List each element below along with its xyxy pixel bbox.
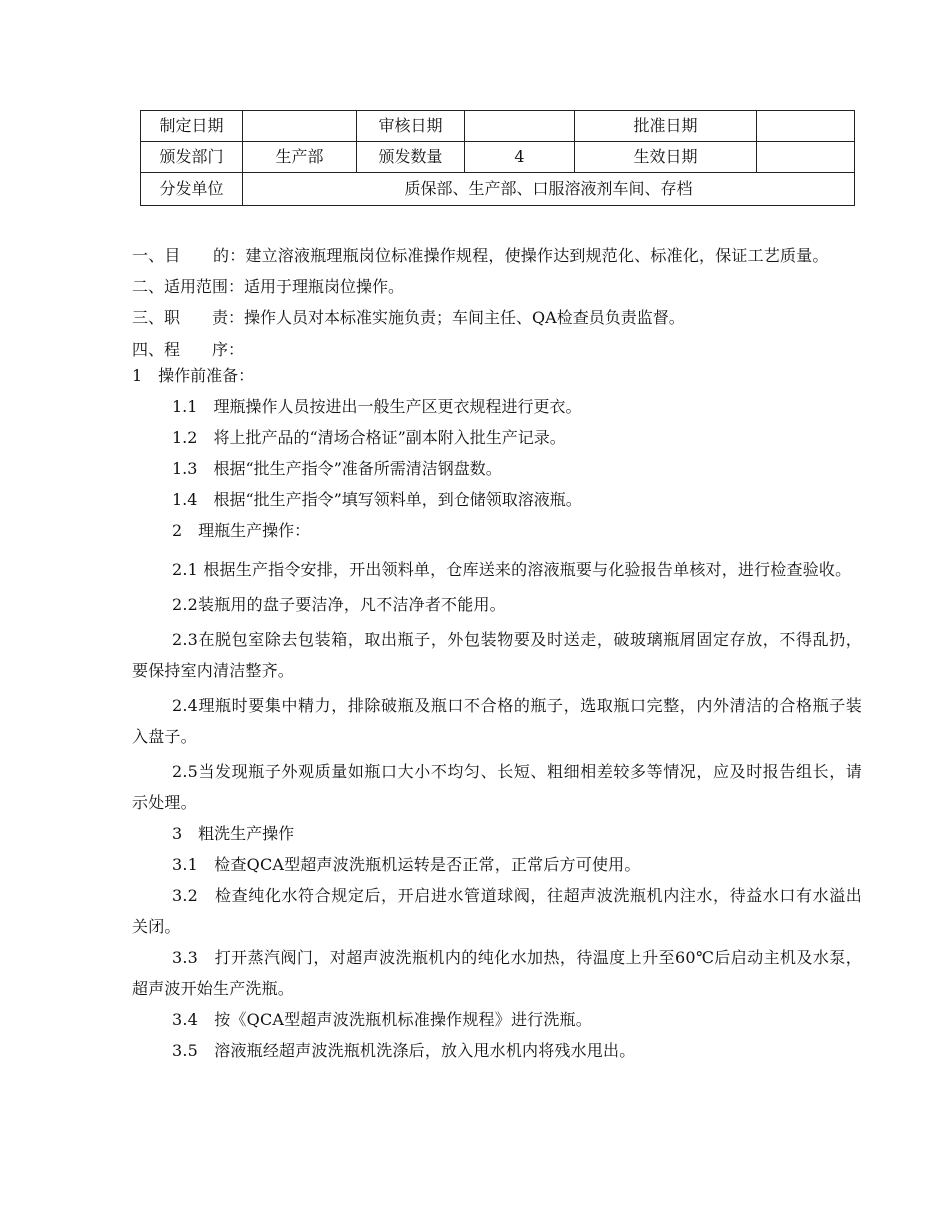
- value-approval-date: [757, 111, 855, 142]
- label-review-date: 审核日期: [357, 111, 465, 142]
- section-purpose-label: 一、目 的：: [132, 246, 246, 265]
- procedure-2-5: 2.5当发现瓶子外观质量如瓶口大小不均匀、长短、粗细相差较多等情况，应及时报告组长，请示处理。: [132, 762, 862, 812]
- section-responsibility-text: 操作人员对本标准实施负责；车间主任、QA检查员负责监督。: [244, 308, 685, 327]
- section-scope: [132, 271, 862, 302]
- procedure-2-title: 2 理瓶生产操作：: [172, 521, 311, 540]
- value-distribution-units: 质保部、生产部、口服溶液剂车间、存档: [243, 173, 855, 206]
- value-drafted-date: [243, 111, 357, 142]
- procedure-3-title: 3 粗洗生产操作: [172, 824, 295, 843]
- procedure-1-title: 1 操作前准备：: [132, 366, 255, 385]
- procedure-2-2: 2.2装瓶用的盘子要洁净，凡不洁净者不能用。: [172, 595, 506, 614]
- procedure-3-1: 3.1 检查QCA型超声波洗瓶机运转是否正常，正常后方可使用。: [172, 855, 641, 874]
- procedure-1-3: 1.3 根据“批生产指令”准备所需清洁钢盘数。: [172, 459, 502, 478]
- label-approval-date: 批准日期: [575, 111, 757, 142]
- value-review-date: [465, 111, 575, 142]
- label-effective-date: 生效日期: [575, 142, 757, 173]
- header-row-issue: [141, 142, 855, 173]
- procedure-3-5: 3.5 溶液瓶经超声波洗瓶机洗涤后，放入甩水机内将残水甩出。: [172, 1041, 636, 1060]
- procedure-3-4: 3.4 按《QCA型超声波洗瓶机标准操作规程》进行洗瓶。: [172, 1010, 592, 1029]
- section-procedure-heading: 四、程 序：: [132, 340, 245, 359]
- label-drafted-date: 制定日期: [141, 111, 243, 142]
- procedure-1-2: 1.2 将上批产品的“清场合格证”副本附入批生产记录。: [172, 428, 566, 447]
- header-row-dates: [141, 111, 855, 142]
- section-scope-label: 二、适用范围：: [132, 277, 245, 296]
- section-purpose-text: 建立溶液瓶理瓶岗位标准操作规程，使操作达到规范化、标准化，保证工艺质量。: [245, 246, 829, 265]
- header-row-distribution: [141, 173, 855, 206]
- section-responsibility: [132, 302, 862, 333]
- procedure-1-1: 1.1 理瓶操作人员按进出一般生产区更衣规程进行更衣。: [172, 397, 582, 416]
- value-issue-quantity: 4: [465, 142, 575, 173]
- label-issue-quantity: 颁发数量: [357, 142, 465, 173]
- procedure-2-4: 2.4理瓶时要集中精力，排除破瓶及瓶口不合格的瓶子，选取瓶口完整，内外清洁的合格瓶子装入盘子。: [132, 696, 862, 746]
- section-purpose: [132, 240, 862, 271]
- value-effective-date: [757, 142, 855, 173]
- label-issuing-department: 颁发部门: [141, 142, 243, 173]
- section-responsibility-label: 三、职 责：: [132, 308, 245, 327]
- section-scope-text: 适用于理瓶岗位操作。: [244, 277, 405, 296]
- document-body: [132, 240, 862, 1066]
- label-distribution-units: 分发单位: [141, 173, 243, 206]
- value-issuing-department: 生产部: [243, 142, 357, 173]
- procedure-3-2: 3.2 检查纯化水符合规定后，开启进水管道球阀，往超声波洗瓶机内注水，待益水口有水溢出关闭。: [132, 886, 862, 936]
- procedure-2-1: 2.1 根据生产指令安排，开出领料单，仓库送来的溶液瓶要与化验报告单核对，进行检查验收。: [172, 560, 852, 579]
- procedure-3-3: 3.3 打开蒸汽阀门，对超声波洗瓶机内的纯化水加热，待温度上升至60℃后启动主机及水泵，超声波开始生产洗瓶。: [132, 948, 862, 998]
- document-header-table: [140, 110, 855, 206]
- procedure-1-4: 1.4 根据“批生产指令”填写领料单，到仓储领取溶液瓶。: [172, 490, 582, 509]
- procedure-2-3: 2.3在脱包室除去包装箱，取出瓶子，外包装物要及时送走，破玻璃瓶屑固定存放，不得乱扔，要保持室内清洁整齐。: [132, 630, 862, 680]
